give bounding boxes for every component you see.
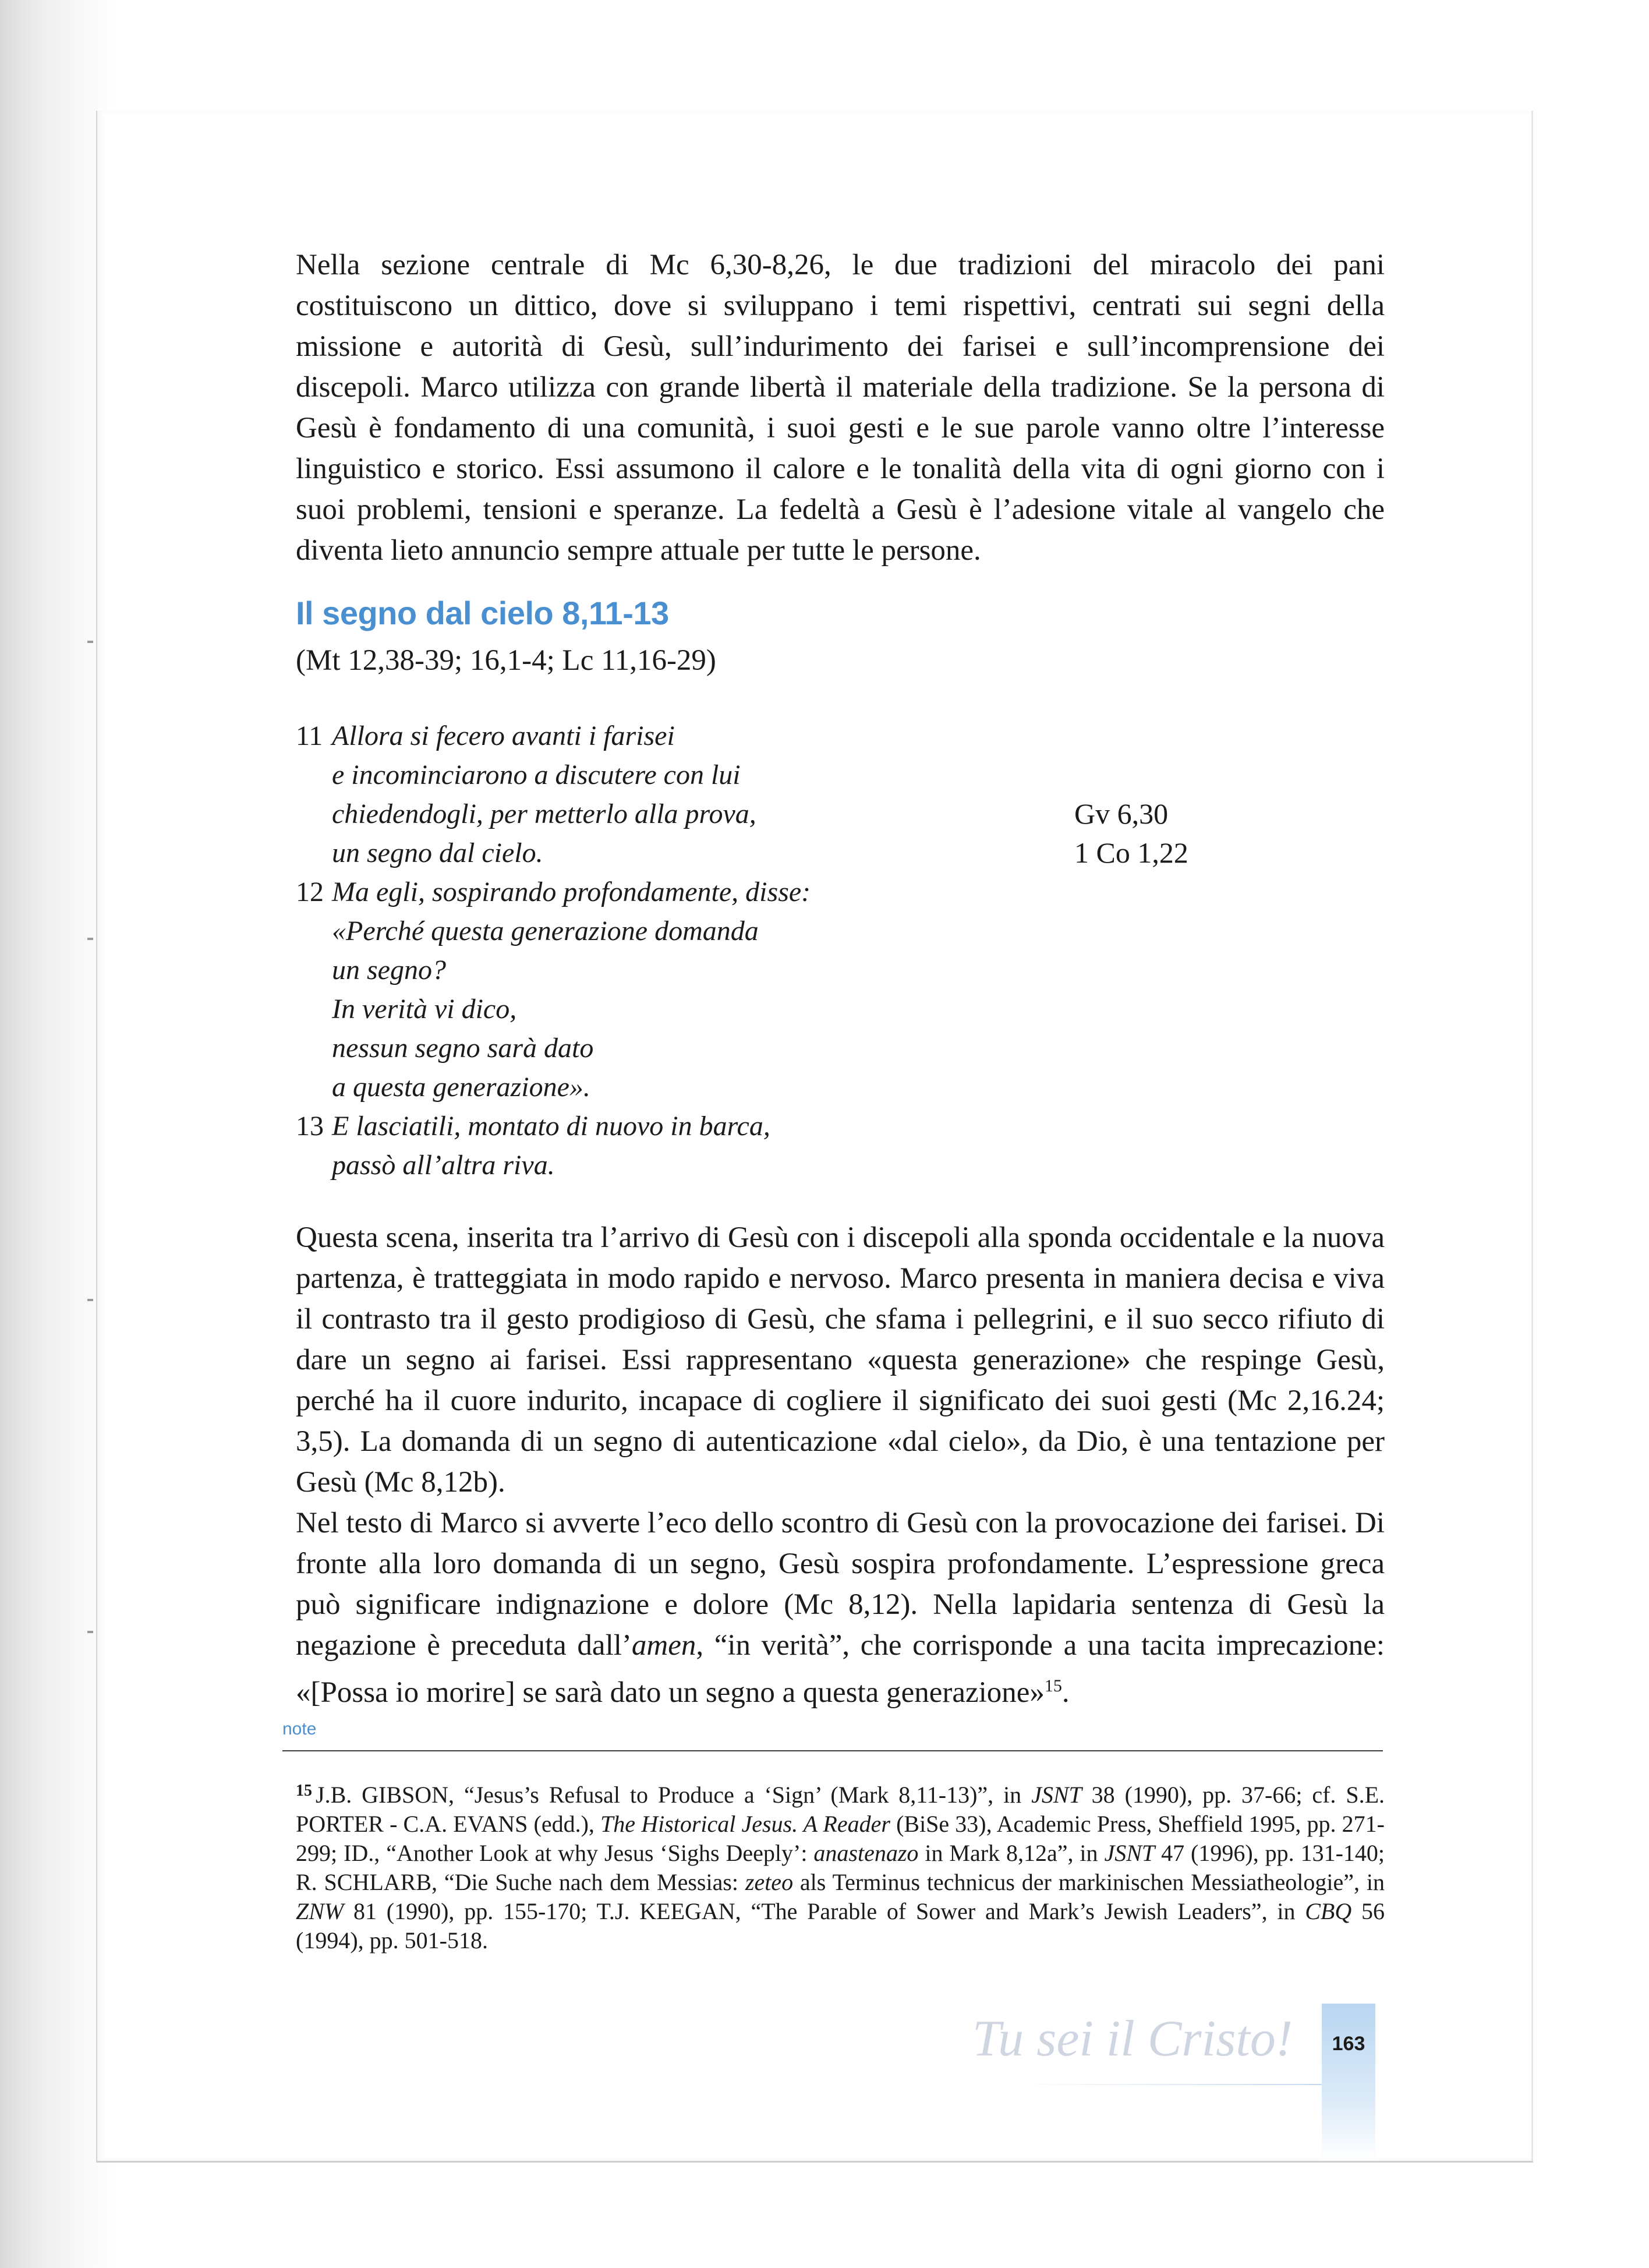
notes-label: note: [282, 1719, 317, 1739]
footnote-journal: CBQ: [1305, 1898, 1352, 1924]
running-title: Tu sei il Cristo!: [972, 2011, 1293, 2067]
intro-paragraph: [296, 245, 1385, 571]
echo-paragraph-text: [296, 1503, 1385, 1713]
verse-line: [296, 755, 1111, 794]
margin-reference: Gv 6,30: [1074, 797, 1169, 830]
verse-line: [296, 1146, 1111, 1185]
verse-text: nessun segno sarà dato: [332, 1033, 594, 1064]
verse-text: In verità vi dico,: [332, 994, 517, 1025]
section-parallels: (Mt 12,38-39; 16,1-4; Lc 11,16-29): [296, 644, 716, 677]
footnote-text: als Terminus technicus der markinischen Messiatheologie”, in: [793, 1869, 1385, 1895]
footnote-text: 38 (1990), pp. 37-66; cf. S.E. PORTER - C.A. EVANS (edd.),: [296, 1782, 1385, 1837]
verse-text: un segno?: [332, 955, 446, 985]
footnote-journal: ZNW: [296, 1898, 344, 1924]
echo-text-part: , “in verità”, che corrisponde a una tacita imprecazione: «[Possa io morire] se sarà dato un segno a questa generazione»: [296, 1629, 1385, 1709]
verse-number: 11: [296, 720, 323, 751]
verse-text: E lasciatili, montato di nuovo in barca,: [332, 1111, 770, 1142]
footnote-15: [296, 1776, 1385, 1955]
verse-line: [296, 833, 1111, 872]
footnote-greek-term: anastenazo: [813, 1840, 919, 1866]
footnote-text: 47 (1996), pp. 131-140; R. SCHLARB, “Die Suche nach dem Messias:: [296, 1840, 1385, 1895]
section-title: Il segno dal cielo 8,11-13: [296, 595, 669, 631]
page-edge-bottom: [96, 2161, 1533, 2163]
verse-number: 12: [296, 877, 324, 907]
footnote-text: 56 (1994), pp. 501-518.: [296, 1898, 1385, 1953]
verse-text: a questa generazione».: [332, 1072, 590, 1103]
footnote-book-title: The Historical Jesus. A Reader: [600, 1811, 890, 1837]
echo-paragraph: [296, 1503, 1385, 1713]
verse-text: un segno dal cielo.: [332, 838, 543, 868]
footnote-greek-term: zeteo: [745, 1869, 794, 1895]
margin-reference: 1 Co 1,22: [1074, 836, 1188, 869]
footnote-text: J.B. GIBSON, “Jesus’s Refusal to Produce a ‘Sign’ (Mark 8,11-13)”, in: [316, 1782, 1032, 1808]
page-number: 163: [1332, 2033, 1365, 2055]
verse-text: passò all’altra riva.: [332, 1150, 555, 1181]
echo-text-part: Nel testo di Marco si avverte l’eco dello scontro di Gesù con la provocazione dei farisei. Di fronte alla loro domanda di un segno, Gesù sospira profondamente. L’espressione greca può significare indignazione e dolore (Mc 8,12). Nella lapidaria sentenza di Gesù la negazione è preceduta dall’: [296, 1507, 1385, 1662]
scene-paragraph-text: Questa scena, inserita tra l’arrivo di Gesù con i discepoli alla sponda occidentale e la nuova partenza, è tratteggiata in modo rapido e nervoso. Marco presenta in maniera decisa e viva il contrasto tra il gesto prodigioso di Gesù, che sfama i pellegrini, e il suo secco rifiuto di dare un segno ai farisei. Essi rappresentano «questa generazione» che respinge Gesù, perché ha il cuore indurito, incapace di cogliere il significato dei suoi gesti (Mc 2,16.24; 3,5). La domanda di un segno di autenticazione «dal cielo», da Dio, è una tentazione per Gesù (Mc 8,12b).: [296, 1221, 1385, 1499]
footnote-text: (BiSe 33), Academic Press, Sheffield 1995, pp. 271-299; ID., “Another Look at why Jesus ‘Sighs Deeply’:: [296, 1811, 1385, 1866]
footnote-text: in Mark 8,12a”, in: [918, 1840, 1105, 1866]
verse-line: [296, 1107, 1111, 1146]
notes-divider: [282, 1750, 1383, 1751]
intro-paragraph-text: Nella sezione centrale di Mc 6,30-8,26, le due tradizioni del miracolo dei pani costituiscono un dittico, dove si sviluppano i temi rispettivi, centrati sui segni della missione e autorità di Gesù, sull’indurimento dei farisei e sull’incomprensione dei discepoli. Marco utilizza con grande libertà il materiale della tradizione. Se la persona di Gesù è fondamento di una comunità, i suoi gesti e le sue parole vanno oltre l’interesse linguistico e storico. Essi assumono il calore e le tonalità della vita di ogni giorno con i suoi problemi, tensioni e speranze. La fedeltà a Gesù è l’adesione vitale al vangelo che diventa lieto annuncio sempre attuale per tutte le persone.: [296, 249, 1385, 567]
verse-number: 13: [296, 1111, 324, 1142]
echo-amen: amen: [631, 1629, 696, 1662]
verse-text: «Perché questa generazione domanda: [332, 916, 759, 946]
verse-text: chiedendogli, per metterlo alla prova,: [332, 799, 756, 829]
verse-block: [296, 716, 1111, 1185]
footnote-journal: JSNT: [1104, 1840, 1155, 1866]
verse-line: [296, 1068, 1111, 1107]
echo-text-end: .: [1061, 1676, 1070, 1709]
verse-line: [296, 794, 1111, 833]
footnote-ref[interactable]: 15: [1044, 1676, 1062, 1695]
verse-text: Ma egli, sospirando profondamente, disse:: [332, 877, 811, 907]
verse-text: Allora si fecero avanti i farisei: [332, 720, 675, 751]
scene-paragraph: [296, 1217, 1385, 1503]
page-edge-right: [1531, 111, 1533, 2161]
footnote-journal: JSNT: [1031, 1782, 1082, 1808]
verse-line: [296, 1029, 1111, 1068]
footer-rule: [1019, 2084, 1322, 2085]
verse-line: [296, 990, 1111, 1029]
verse-line: [296, 872, 1111, 912]
verse-line: [296, 951, 1111, 990]
page-number-tab: [1322, 2004, 1375, 2161]
footnote-number: 15: [296, 1782, 312, 1800]
verse-line: [296, 912, 1111, 951]
footnote-text: 81 (1990), pp. 155-170; T.J. KEEGAN, “The Parable of Sower and Mark’s Jewish Leaders”, in: [344, 1898, 1305, 1924]
margin-references: [1074, 794, 1188, 872]
verse-text: e incominciarono a discutere con lui: [332, 759, 741, 790]
verse-line: [296, 716, 1111, 755]
